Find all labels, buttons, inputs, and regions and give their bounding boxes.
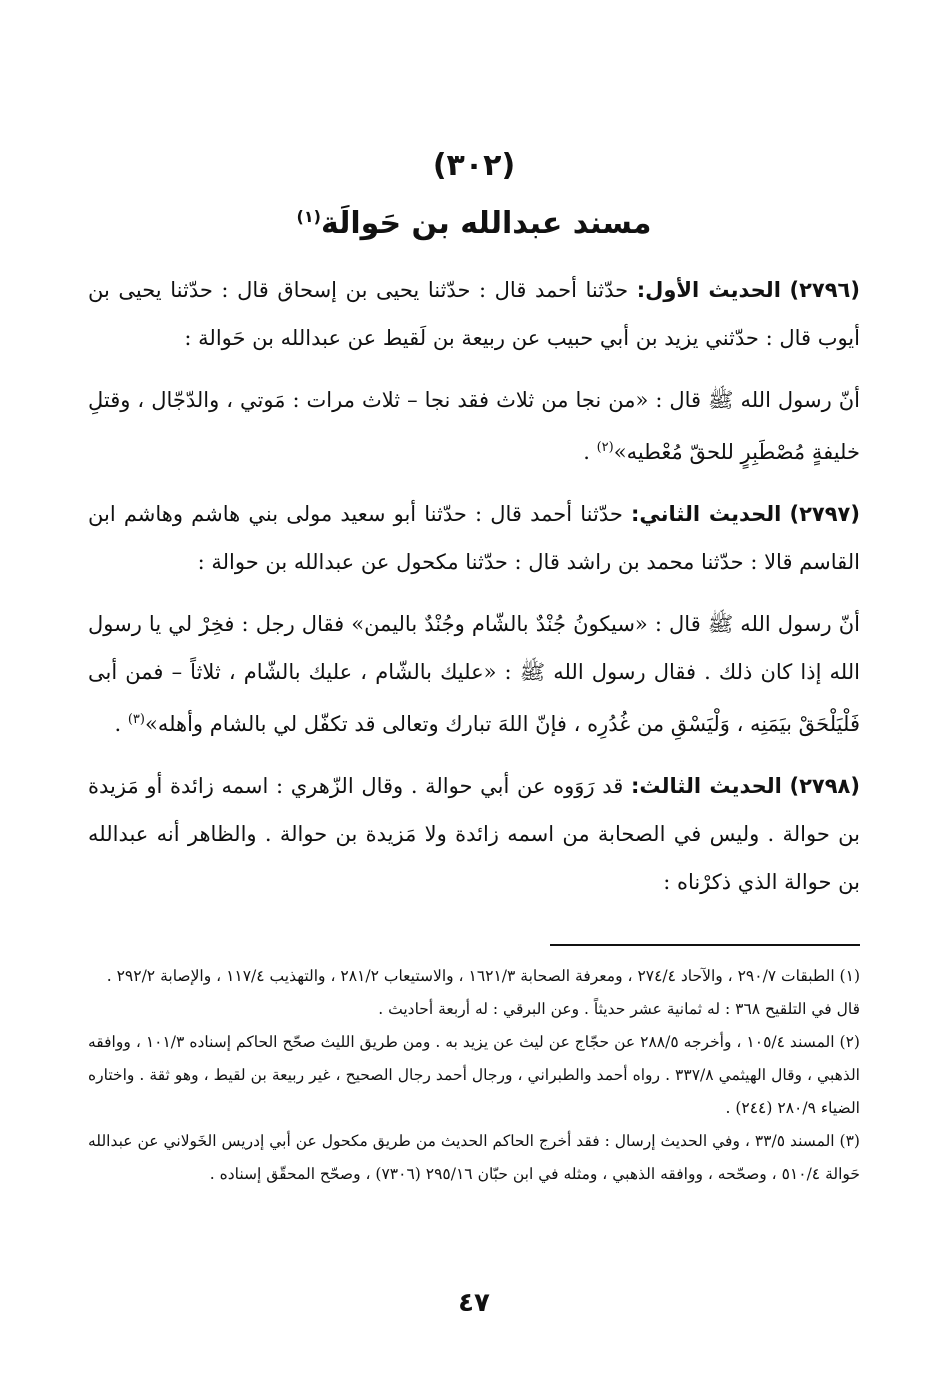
hadith-2-label: الحديث الثاني: [630,502,782,526]
hadith-3-number: (٢٧٩٨) [789,774,860,798]
title-footnote-ref: (١) [296,207,321,226]
hadith-1-isnad [88,266,860,362]
main-text [88,266,860,920]
hadith-1-end: . [583,440,597,464]
hadith-1-isnad-text: حدّثنا أحمد قال : حدّثنا يحيى بن إسحاق قال : حدّثنا يحيى بن أيوب قال : حدّثني يزيد بن أبي حبيب عن ربيعة بن لَقيط عن عبدالله بن حَوالة : [88,278,860,350]
page-number: ٤٧ [458,1288,490,1318]
title-text: مسند عبدالله بن حَوالَة [320,206,652,241]
hadith-2-isnad-text: حدّثنا أحمد قال : حدّثنا أبو سعيد مولى بني هاشم وهاشم ابن القاسم قالا : حدّثنا محمد بن راشد قال : حدّثنا مكحول عن عبدالله بن حوالة : [88,502,860,574]
hadith-2-isnad [88,490,860,586]
hadith-2-footnote-ref: (٣) [127,712,145,727]
footnote-divider [550,944,860,946]
footnote-2: (٢) المسند ١٠٥/٤ ، وأخرجه ٢٨٨/٥ عن حجّاج عن ليث عن يزيد به . ومن طريق الليث صحّح الحاكم إسناده ١٠١/٣ ، ووافقه الذهبي ، وقال الهيثمي ٣٣٧/٨ . رواه أحمد والطبراني ، ورجال أحمد رجال الصحيح ، غير ربيعة بن لقيط ، وهو ثقة . واختاره الضياء ٢٨٠/٩ (٢٤٤) . [88,1033,860,1117]
hadith-2-end: . [114,712,128,736]
hadith-1-matn [88,376,860,476]
page [88,0,860,1381]
hadith-3 [88,762,860,906]
hadith-1-number: (٢٧٩٦) [789,278,860,302]
footnote-1: (١) الطبقات ٢٩٠/٧ ، والآحاد ٢٧٤/٤ ، ومعرفة الصحابة ١٦٢١/٣ ، والاستيعاب ٢٨١/٢ ، والتهذيب ١١٧/٤ ، والإصابة ٢٩٢/٢ . [106,967,860,985]
hadith-2-matn [88,600,860,748]
footnote-3: (٣) المسند ٣٣/٥ ، وفي الحديث إرسال : فقد أخرج الحاكم الحديث من طريق مكحول عن أبي إدريس الخَولاني عن عبدالله حَوالة ٥١٠/٤ ، وصحّحه ، ووافقه الذهبي ، ومثله في ابن حبّان ٢٩٥/١٦ (٧٣٠٦) ، وصحّح المحقّق إسناده . [88,1132,860,1183]
footnote-1-continued: قال في التلقيح ٣٦٨ : له ثمانية عشر حديثاً . وعن البرقي : له أربعة أحاديث . [378,1000,860,1018]
footnotes [88,960,860,1191]
musnad-number: (٣٠٢) [432,148,516,183]
hadith-3-text: قد رَوَوه عن أبي حوالة . وقال الزّهري : اسمه زائدة أو مَزيدة بن حوالة . وليس في الصحابة من اسمه زائدة ولا مَزيدة بن حوالة . والظاهر أنه عبدالله بن حوالة الذي ذكرْناه : [88,774,860,894]
hadith-2-number: (٢٧٩٧) [789,502,860,526]
hadith-1-footnote-ref: (٢) [596,440,614,455]
hadith-1-label: الحديث الأول: [636,278,781,302]
hadith-3-label: الحديث الثالث: [630,774,782,798]
hadith-2-matn-text: أنّ رسول الله ﷺ قال : «سيكونُ جُنْدٌ بالشّام وجُنْدٌ باليمن» فقال رجل : فخِرْ لي يا رسول الله إذا كان ذلك . فقال رسول الله ﷺ : «عليك بالشّام ، عليك بالشّام ، ثلاثاً – فمن أبى فَلْيَلْحَقْ بيَمَنِه ، وَلْيَسْقِ من غُدُرِه ، فإنّ اللهَ تبارك وتعالى قد تكفّل لي بالشام وأهله» [88,612,860,736]
hadith-1-matn-text: أنّ رسول الله ﷺ قال : «من نجا من ثلاث فقد نجا – ثلاث مرات : مَوتي ، والدّجّال ، وقتلِ خليفةٍ مُصْطَبِرٍ للحقّ مُعْطيه» [88,388,860,464]
page-title [88,206,860,241]
